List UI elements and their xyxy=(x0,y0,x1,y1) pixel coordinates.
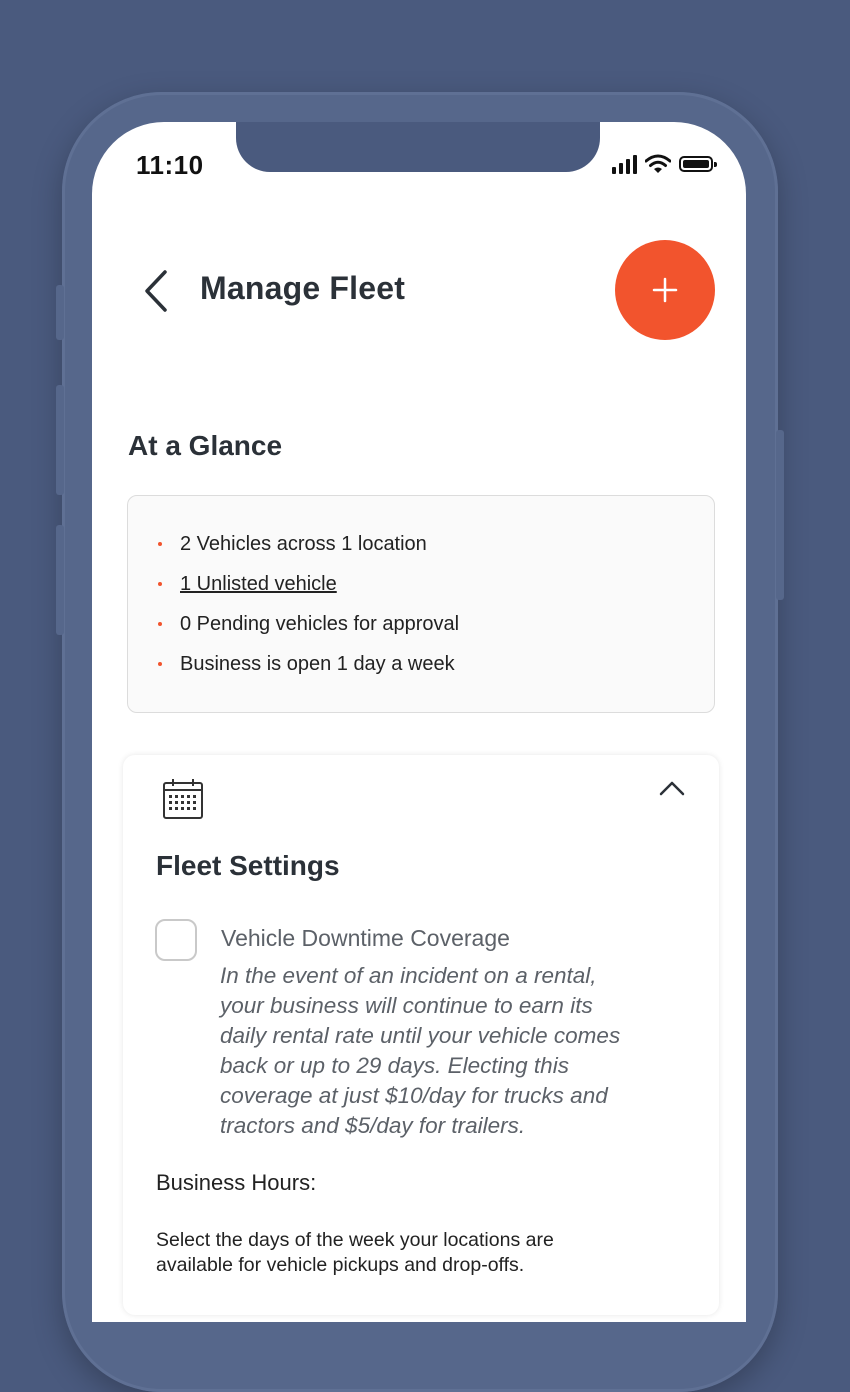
bullet-icon xyxy=(158,662,162,666)
phone-side-button xyxy=(56,385,64,495)
description-line: coverage at just $10/day for trucks and xyxy=(220,1083,608,1108)
glance-summary-box xyxy=(127,495,715,713)
status-time: 11:10 xyxy=(136,150,204,180)
page-title: Manage Fleet xyxy=(200,270,406,306)
phone-side-button xyxy=(56,285,64,340)
phone-side-button xyxy=(776,430,784,600)
glance-list xyxy=(158,524,714,684)
business-hours-description xyxy=(156,1228,656,1278)
glance-item-open-days: Business is open 1 day a week xyxy=(158,644,714,684)
downtime-coverage-label: Vehicle Downtime Coverage xyxy=(221,925,510,951)
description-line: daily rental rate until your vehicle comes xyxy=(220,1023,621,1048)
downtime-coverage-description xyxy=(220,961,680,1141)
description-line: your business will continue to earn its xyxy=(220,993,593,1018)
description-line: tractors and $5/day for trailers. xyxy=(220,1113,526,1138)
description-line: Select the days of the week your locations are xyxy=(156,1229,554,1251)
status-icons xyxy=(612,152,713,176)
wifi-icon xyxy=(645,154,671,174)
glance-item-vehicles: 2 Vehicles across 1 location xyxy=(158,524,714,564)
glance-item-pending: 0 Pending vehicles for approval xyxy=(158,604,714,644)
business-hours-label: Business Hours: xyxy=(156,1170,317,1195)
description-line: back or up to 29 days. Electing this xyxy=(220,1053,569,1078)
battery-icon xyxy=(679,156,713,172)
calendar-icon xyxy=(162,778,204,820)
add-vehicle-button[interactable] xyxy=(615,240,715,340)
chevron-up-icon xyxy=(659,780,685,796)
collapse-settings-button[interactable] xyxy=(656,776,688,800)
phone-side-button xyxy=(56,525,64,635)
back-button[interactable] xyxy=(136,266,176,316)
phone-notch xyxy=(236,122,600,172)
plus-icon xyxy=(652,277,678,303)
bullet-icon xyxy=(158,542,162,546)
chevron-left-icon xyxy=(143,269,169,313)
glance-title: At a Glance xyxy=(128,430,283,461)
glance-item-unlisted xyxy=(158,564,714,604)
downtime-coverage-checkbox[interactable] xyxy=(155,919,197,961)
bullet-icon xyxy=(158,582,162,586)
fleet-settings-title: Fleet Settings xyxy=(156,850,340,881)
description-line: available for vehicle pickups and drop-offs. xyxy=(156,1254,525,1276)
unlisted-vehicle-link[interactable]: 1 Unlisted vehicle xyxy=(180,573,337,595)
signal-icon xyxy=(612,154,637,174)
description-line: In the event of an incident on a rental, xyxy=(220,963,597,988)
bullet-icon xyxy=(158,622,162,626)
